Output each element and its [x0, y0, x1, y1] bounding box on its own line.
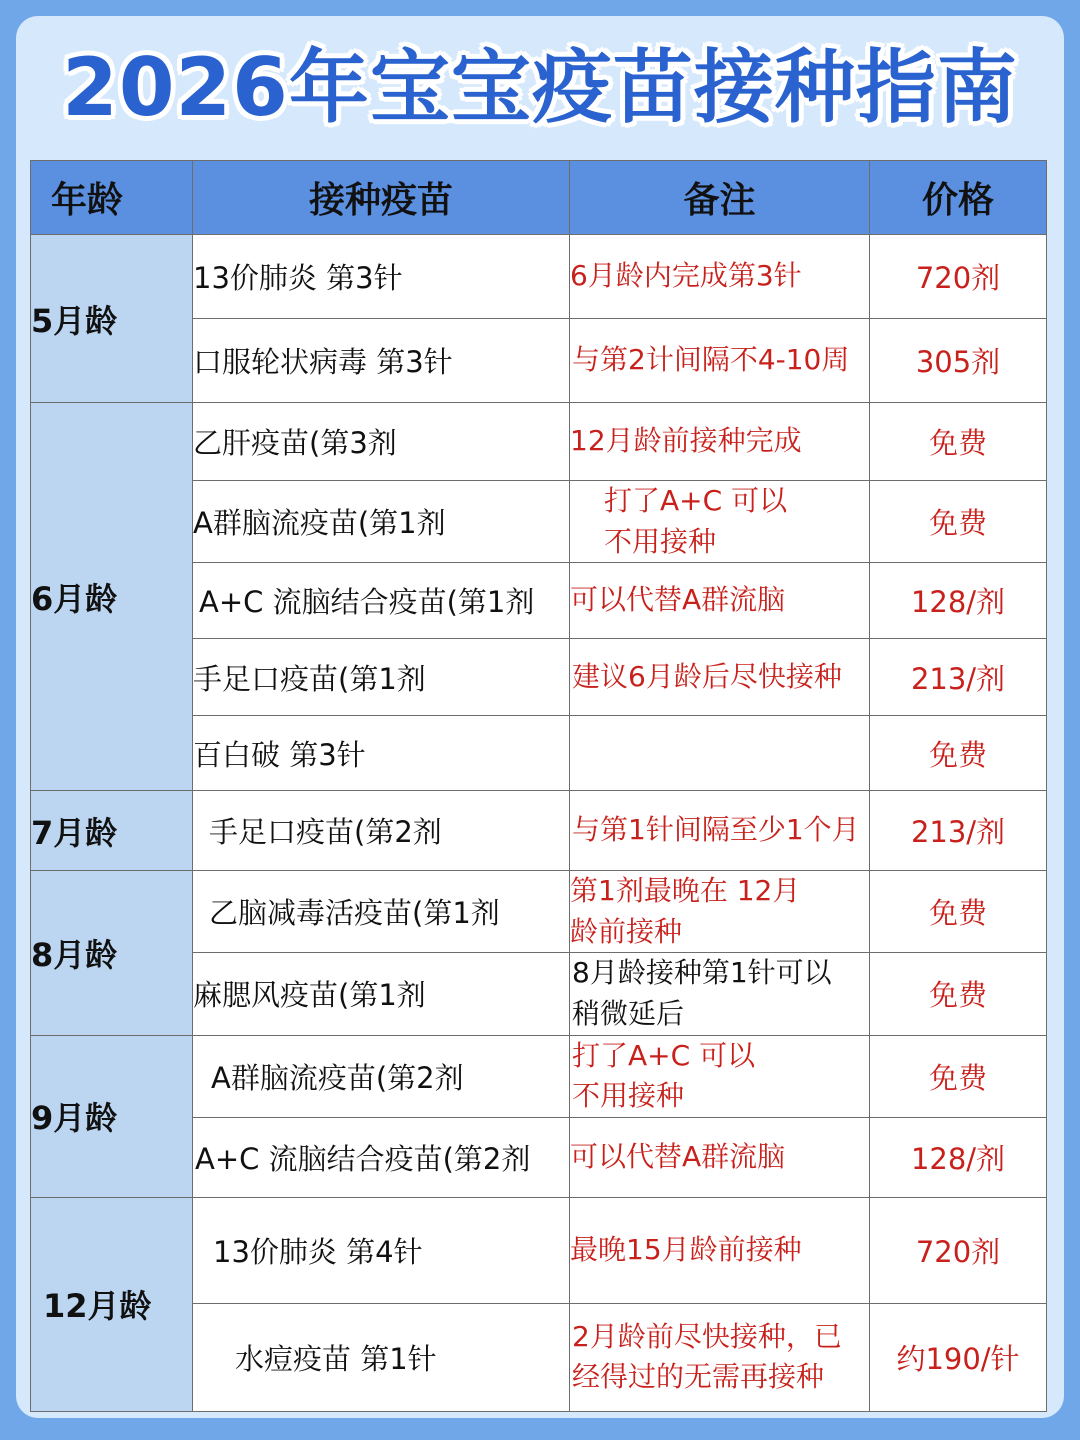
vaccine-cell: A群脑流疫苗(第1剂 [193, 481, 570, 563]
age-cell: 7月龄 [31, 791, 193, 871]
vaccine-cell: 乙肝疫苗(第3剂 [193, 403, 570, 481]
vaccine-cell: A+C 流脑结合疫苗(第2剂 [193, 1117, 570, 1197]
vaccine-cell: 乙脑减毒活疫苗(第1剂 [193, 871, 570, 953]
page-title: 2026年宝宝疫苗接种指南 [62, 41, 1018, 134]
price-cell: 720剂 [870, 1197, 1047, 1303]
age-cell: 6月龄 [31, 403, 193, 791]
header-vaccine: 接种疫苗 [193, 161, 570, 235]
price-cell: 128/剂 [870, 563, 1047, 639]
vaccine-cell: 麻腮风疫苗(第1剂 [193, 953, 570, 1035]
note-cell: 打了A+C 可以 不用接种 [570, 481, 870, 563]
age-cell: 5月龄 [31, 235, 193, 403]
table-row [31, 403, 1047, 481]
vaccine-cell: 百白破 第3针 [193, 716, 570, 791]
age-cell: 9月龄 [31, 1035, 193, 1197]
age-cell: 8月龄 [31, 871, 193, 1035]
price-cell: 128/剂 [870, 1117, 1047, 1197]
price-cell: 免费 [870, 716, 1047, 791]
vaccine-cell: 口服轮状病毒 第3针 [193, 319, 570, 403]
note-cell: 2月龄前尽快接种，已 经得过的无需再接种 [570, 1303, 870, 1411]
price-cell: 213/剂 [870, 791, 1047, 871]
table-row [31, 1035, 1047, 1117]
note-cell: 可以代替A群流脑 [570, 563, 870, 639]
table-row [31, 871, 1047, 953]
vaccine-cell: A群脑流疫苗(第2剂 [193, 1035, 570, 1117]
note-cell: 与第1针间隔至少1个月 [570, 791, 870, 871]
note-cell: 第1剂最晚在 12月 龄前接种 [570, 871, 870, 953]
header-age: 年龄 [31, 161, 193, 235]
vaccine-cell: 手足口疫苗(第1剂 [193, 639, 570, 716]
vaccine-cell: 手足口疫苗(第2剂 [193, 791, 570, 871]
note-cell [570, 716, 870, 791]
vaccine-cell: 水痘疫苗 第1针 [193, 1303, 570, 1411]
price-cell: 免费 [870, 1035, 1047, 1117]
note-cell: 8月龄接种第1针可以 稍微延后 [570, 953, 870, 1035]
table-row [31, 235, 1047, 319]
note-cell: 6月龄内完成第3针 [570, 235, 870, 319]
note-cell: 12月龄前接种完成 [570, 403, 870, 481]
note-cell: 最晚15月龄前接种 [570, 1197, 870, 1303]
vaccine-cell: A+C 流脑结合疫苗(第1剂 [193, 563, 570, 639]
price-cell: 免费 [870, 871, 1047, 953]
note-cell: 打了A+C 可以 不用接种 [570, 1035, 870, 1117]
price-cell: 213/剂 [870, 639, 1047, 716]
price-cell: 免费 [870, 481, 1047, 563]
note-cell: 与第2计间隔不4-10周 [570, 319, 870, 403]
table-row [31, 1197, 1047, 1303]
vaccine-table [30, 160, 1047, 1412]
price-cell: 720剂 [870, 235, 1047, 319]
price-cell: 免费 [870, 403, 1047, 481]
header-price: 价格 [870, 161, 1047, 235]
note-cell: 建议6月龄后尽快接种 [570, 639, 870, 716]
table-row [31, 791, 1047, 871]
vaccine-cell: 13价肺炎 第4针 [193, 1197, 570, 1303]
note-cell: 可以代替A群流脑 [570, 1117, 870, 1197]
price-cell: 免费 [870, 953, 1047, 1035]
table-header-row [31, 161, 1047, 235]
price-cell: 305剂 [870, 319, 1047, 403]
age-cell: 12月龄 [31, 1197, 193, 1411]
header-note: 备注 [570, 161, 870, 235]
price-cell: 约190/针 [870, 1303, 1047, 1411]
vaccine-cell: 13价肺炎 第3针 [193, 235, 570, 319]
